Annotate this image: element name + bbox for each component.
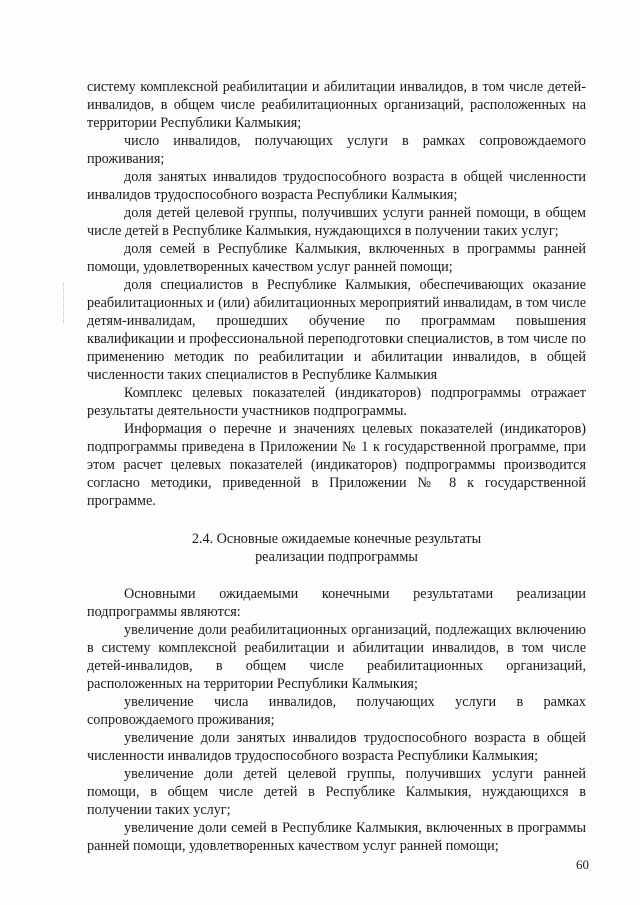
body-text-bottom [87, 585, 586, 855]
paragraph: доля семей в Республике Калмыкия, включенных в программы ранней помощи, удовлетворенных качеством услуг ранней помощи; [87, 241, 586, 275]
paragraph: увеличение доли семей в Республике Калмыкия, включенных в программы ранней помощи, удовлетворенных качеством услуг ранней помощи; [87, 820, 586, 854]
paragraph: системy комплексной реабилитации и абилитации инвалидов, в том числе детей-инвалидов, в общем числе реабилитационных организаций, расположенных на территории Республики Калмыкия; [87, 79, 586, 131]
paragraph: Комплекс целевых показателей (индикаторов) подпрограммы отражает результаты деятельности участников подпрограммы. [87, 385, 586, 419]
paragraph: доля детей целевой группы, получивших услуги ранней помощи, в общем числе детей в Республике Калмыкия, нуждающихся в получении таких услуг; [87, 205, 586, 239]
paragraph: увеличение доли детей целевой группы, получивших услуги ранней помощи, в общем числе детей в Республике Калмыкия, нуждающихся в получении таких услуг; [87, 766, 586, 818]
body-text-top [87, 78, 586, 510]
paragraph: увеличение доли реабилитационных организаций, подлежащих включению в систему комплексной реабилитации и абилитации инвалидов, в том числе детей-инвалидов, в общем числе реабилитационных организаций, расположенных на территории Республики Калмыкия; [87, 622, 586, 692]
paragraph: число инвалидов, получающих услуги в рамках сопровождаемого проживания; [87, 133, 586, 167]
section-heading [87, 530, 586, 566]
paragraph: увеличение доли занятых инвалидов трудоспособного возраста в общей численности инвалидов трудоспособного возраста Республики Калмыкия; [87, 730, 586, 764]
paragraph: Основными ожидаемыми конечными результатами реализации подпрограммы являются: [87, 586, 586, 620]
paragraph: Информация о перечне и значениях целевых показателей (индикаторов) подпрограммы приведена в Приложении № 1 к государственной программе, при этом расчет целевых показателей (индикаторов) подпрограммы производится согласно методики, приведенной в Приложении № 8 к государственной программе. [87, 421, 586, 509]
section-heading-line: 2.4. Основные ожидаемые конечные результаты [191, 531, 482, 547]
paragraph: доля занятых инвалидов трудоспособного возраста в общей численности инвалидов трудоспособного возраста Республики Калмыкия; [87, 169, 586, 203]
page-number: 60 [576, 857, 589, 872]
section-heading-line: реализации подпрограммы [255, 549, 418, 565]
paragraph: доля специалистов в Республике Калмыкия, обеспечивающих оказание реабилитационных и (или) абилитационных мероприятий инвалидам, в том числе детям-инвалидам, прошедших обучение по программам повышения квалификации и профессиональной переподготовки специалистов, в том числе по применению методик по реабилитации и абилитации инвалидов, в общей численности таких специалистов в Республике Калмыкия [87, 277, 586, 383]
paragraph: увеличение числа инвалидов, получающих услуги в рамках сопровождаемого проживания; [87, 694, 586, 728]
scan-artifact-line [63, 283, 65, 323]
